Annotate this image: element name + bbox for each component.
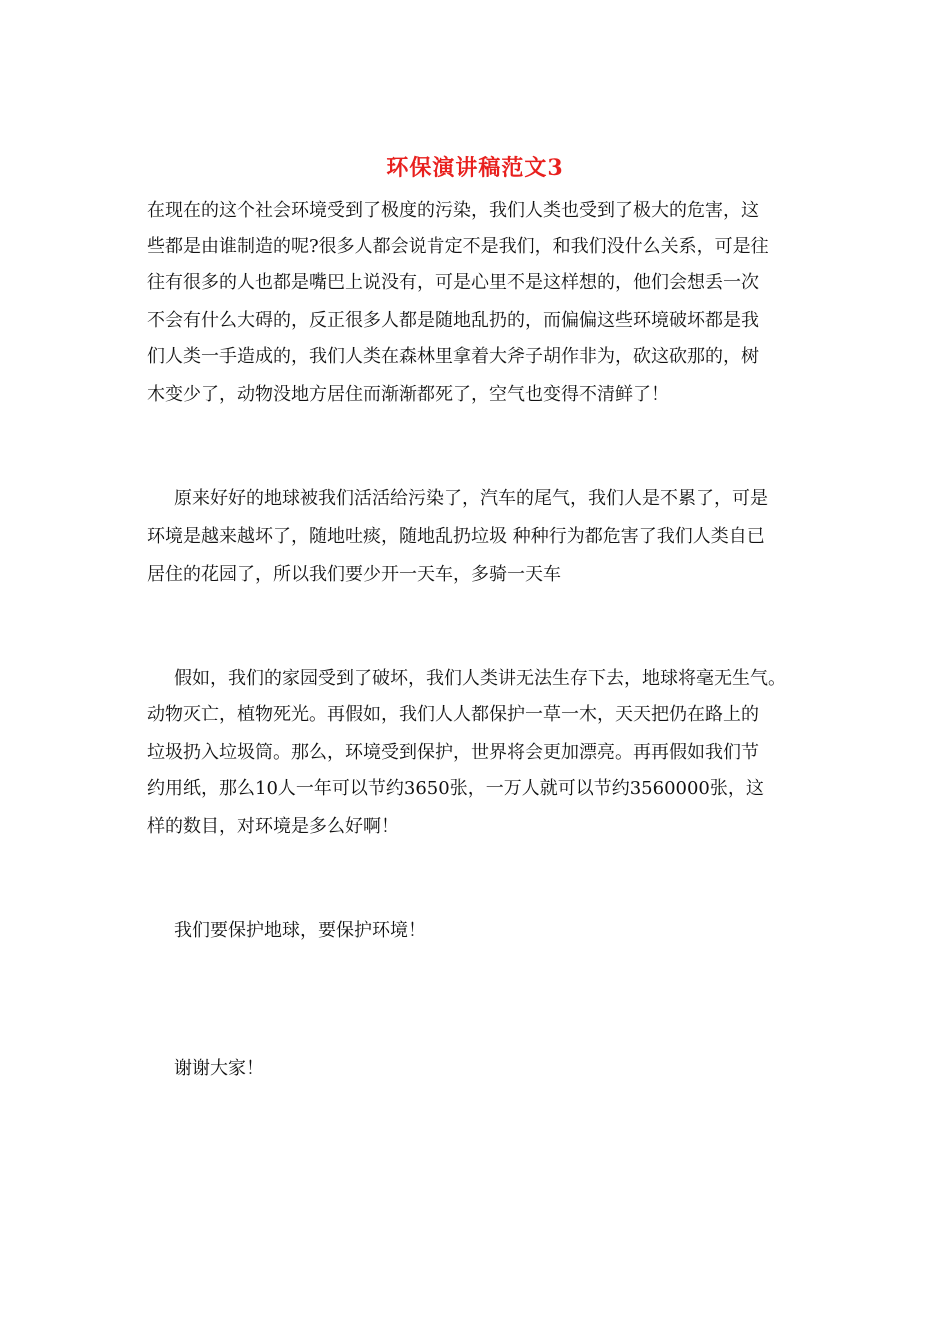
text-line: 动物灭亡，植物死光。再假如，我们人人都保护一草一木，天天把仍在路上的 [147, 704, 759, 725]
text-line: 我们要保护地球，要保护环境！ [174, 920, 426, 941]
text-line: 往有很多的人也都是嘴巴上说没有，可是心里不是这样想的，他们会想丢一次 [147, 272, 759, 293]
text-line: 居住的花园了，所以我们要少开一天车，多骑一天车 [147, 564, 561, 585]
document-title: 环保演讲稿范文3 [386, 155, 564, 181]
text-line: 原来好好的地球被我们活活给污染了，汽车的尾气，我们人是不累了，可是 [174, 488, 768, 509]
text-line: 在现在的这个社会环境受到了极度的污染，我们人类也受到了极大的危害，这 [147, 200, 759, 221]
text-line: 垃圾扔入垃圾筒。那么，环境受到保护，世界将会更加漂亮。再再假如我们节 [147, 742, 759, 763]
text-line: 假如，我们的家园受到了破坏，我们人类讲无法生存下去，地球将毫无生气。 [174, 668, 786, 689]
text-line: 约用纸，那么10人一年可以节约3650张，一万人就可以节约3560000张，这 [147, 778, 764, 799]
text-line: 们人类一手造成的，我们人类在森林里拿着大斧子胡作非为，砍这砍那的，树 [147, 346, 759, 367]
text-line: 木变少了，动物没地方居住而渐渐都死了，空气也变得不清鲜了！ [147, 384, 669, 405]
text-line: 些都是由谁制造的呢?很多人都会说肯定不是我们，和我们没什么关系，可是往 [147, 236, 769, 257]
text-line: 样的数目，对环境是多么好啊！ [147, 816, 399, 837]
text-line: 谢谢大家！ [174, 1058, 264, 1079]
text-line: 环境是越来越坏了，随地吐痰，随地乱扔垃圾 种种行为都危害了我们人类自已 [147, 526, 765, 547]
text-line: 不会有什么大碍的，反正很多人都是随地乱扔的，而偏偏这些环境破坏都是我 [147, 310, 759, 331]
